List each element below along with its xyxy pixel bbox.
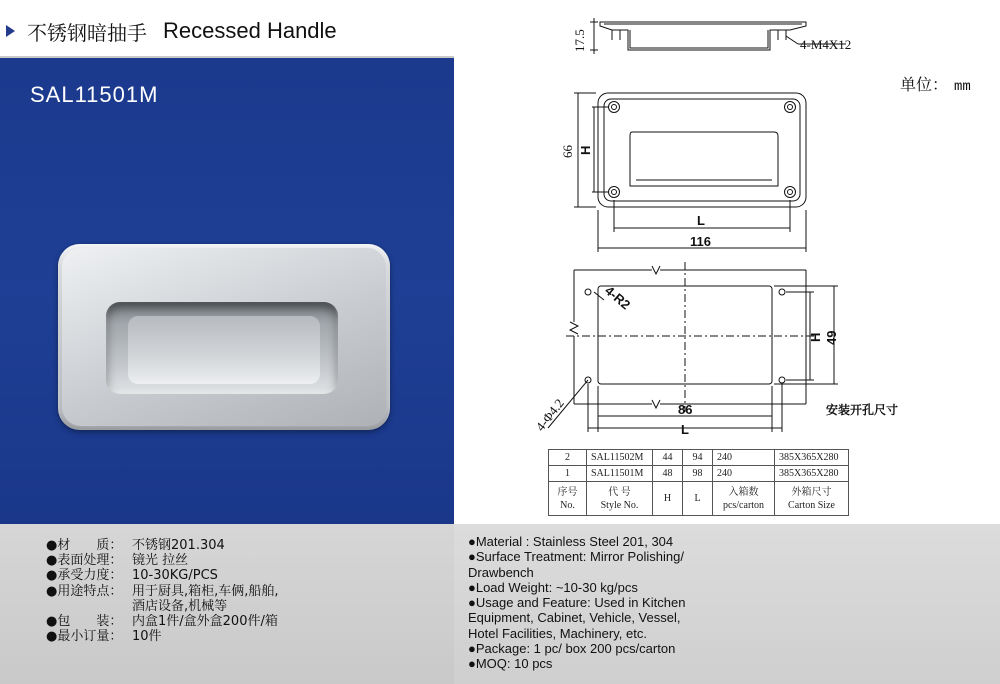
cutout-width-dim: 86 <box>678 402 693 417</box>
spec-value: 不锈钢201.304 <box>132 538 225 553</box>
side-height-dim: 17.5 <box>572 29 587 52</box>
unit-label-cn: 单位： <box>900 75 949 94</box>
spec-usage-en-cont: Equipment, Cabinet, Vehicle, Vessel, <box>468 610 681 626</box>
spec-surface-cn <box>46 553 279 568</box>
spec-key: ●最小订量： <box>46 629 123 645</box>
header-style-en: Style No. <box>600 499 639 511</box>
spec-value: 酒店设备,机械等 <box>132 598 228 614</box>
spec-load-cn <box>46 568 279 583</box>
front-view <box>574 93 806 252</box>
spec-load-en: ●Load Weight: ~10-30 kg/pcs <box>468 579 638 595</box>
cutout-view <box>548 262 838 432</box>
cell-pcs: 240 <box>713 450 775 466</box>
spec-key: ●表面处理： <box>46 553 123 569</box>
table-row <box>549 466 849 482</box>
cutout-h-label: H <box>808 332 823 342</box>
model-table <box>548 449 849 516</box>
spec-material-en: ●Material : Stainless Steel 201, 304 <box>468 534 674 549</box>
screw-spec: 4-M4X12 <box>800 37 852 52</box>
header-pcs <box>713 482 775 516</box>
spec-moq-en: ●MOQ: 10 pcs <box>468 656 553 672</box>
cell-h: 48 <box>653 466 683 482</box>
cell-style: SAL11501M <box>587 466 653 482</box>
unit-label-en: mm <box>954 79 971 95</box>
cell-carton: 385X365X280 <box>775 466 849 482</box>
front-width-dim: 116 <box>690 234 711 249</box>
spec-value: 内盒1件/盒外盒200件/箱 <box>132 614 278 630</box>
spec-package-en: ●Package: 1 pc/ box 200 pcs/carton <box>468 641 676 657</box>
spec-value: 镜光 拉丝 <box>132 553 189 569</box>
front-l-label: L <box>697 213 705 228</box>
spec-key: ●用途特点： <box>46 583 123 599</box>
front-height-dim: 66 <box>560 145 575 158</box>
spec-key: ●包 装： <box>46 614 123 630</box>
cell-no: 2 <box>549 450 587 466</box>
header-carton <box>775 482 849 516</box>
header-carton-en: Carton Size <box>788 499 835 511</box>
spec-key: ●承受力度： <box>46 568 123 584</box>
cell-carton: 385X365X280 <box>775 450 849 466</box>
spec-band <box>0 524 1000 684</box>
spec-usage-en-cont: Hotel Facilities, Machinery, etc. <box>468 625 647 641</box>
spec-material-cn <box>46 538 279 553</box>
spec-value: 10-30KG/PCS <box>132 568 218 584</box>
spec-moq-cn <box>46 629 279 644</box>
header-style-cn: 代 号 <box>608 486 631 498</box>
header-no <box>549 482 587 516</box>
table-header-row <box>549 482 849 516</box>
spec-surface-en: ●Surface Treatment: Mirror Polishing/ <box>468 549 684 565</box>
spec-value: 10件 <box>132 629 162 645</box>
spec-usage-en: ●Usage and Feature: Used in Kitchen <box>468 595 686 611</box>
front-h-label: H <box>578 145 593 155</box>
specs-english <box>468 534 768 672</box>
spec-usage-cn <box>46 584 279 599</box>
model-number: SAL11501M <box>30 82 159 107</box>
spec-usage-cn-cont <box>46 599 279 614</box>
header-carton-cn: 外箱尺寸 <box>791 486 832 498</box>
spec-value: 用于厨具,箱柜,车俩,船舶, <box>132 583 279 599</box>
cell-style: SAL11502M <box>587 450 653 466</box>
cell-h: 44 <box>653 450 683 466</box>
cutout-radius-dim: 4-R2 <box>602 282 634 313</box>
header-pcs-cn: 入箱数 <box>728 486 759 498</box>
header-pcs-en: pcs/carton <box>722 499 765 511</box>
cell-l: 94 <box>683 450 713 466</box>
table-row <box>549 450 849 466</box>
title-chinese: 不锈钢暗抽手 <box>27 20 147 45</box>
spec-key-spacer <box>46 599 132 614</box>
cell-pcs: 240 <box>713 466 775 482</box>
spec-key: ●材 质： <box>46 538 123 553</box>
cell-l: 98 <box>683 466 713 482</box>
header-no-cn: 序号 <box>557 486 578 498</box>
specs-chinese <box>46 538 279 644</box>
cell-no: 1 <box>549 466 587 482</box>
header-no-en: No. <box>560 499 575 511</box>
cutout-size-label: 安装开孔尺寸 <box>826 403 899 417</box>
header-l: L <box>683 482 713 516</box>
spec-surface-en-cont: Drawbench <box>468 564 534 580</box>
hole-spec-dim: 4-Φ4.2 <box>532 395 567 434</box>
cutout-l-label: L <box>681 422 689 437</box>
spec-pack-cn <box>46 614 279 629</box>
cutout-height-dim: 49 <box>824 330 839 345</box>
title-english: Recessed Handle <box>163 18 337 43</box>
header-h: H <box>653 482 683 516</box>
header-style <box>587 482 653 516</box>
